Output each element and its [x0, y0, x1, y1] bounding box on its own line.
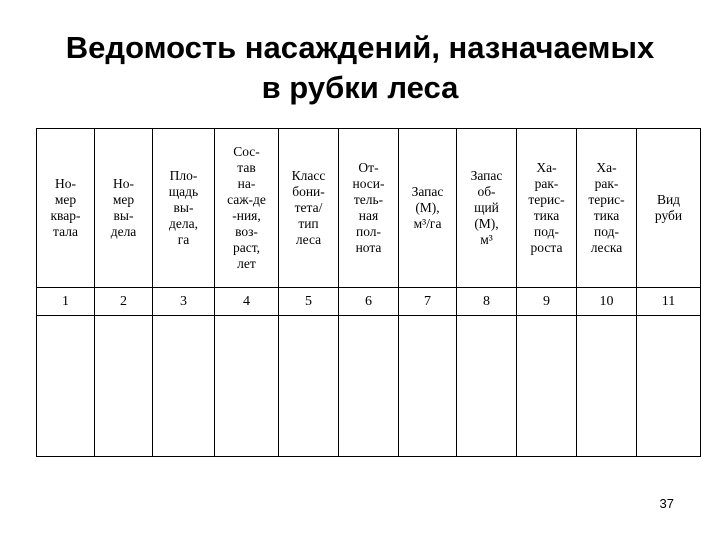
column-number: 11	[637, 288, 701, 316]
empty-cell	[399, 316, 457, 457]
header-undergrowth: Ха- рак- терис- тика под- роста	[517, 129, 577, 288]
page-number: 37	[659, 496, 674, 511]
plantings-table	[36, 128, 701, 457]
empty-cell	[37, 316, 95, 457]
column-number: 9	[517, 288, 577, 316]
column-number: 2	[95, 288, 153, 316]
header-cutting-type: Вид руби	[637, 129, 701, 288]
header-stock-per-ha: Запас (М), м³/га	[399, 129, 457, 288]
header-quarter-number: Но- мер квар- тала	[37, 129, 95, 288]
column-number: 4	[215, 288, 279, 316]
column-number: 5	[279, 288, 339, 316]
empty-cell	[153, 316, 215, 457]
page-title	[0, 28, 720, 108]
column-number: 6	[339, 288, 399, 316]
empty-cell	[279, 316, 339, 457]
header-underbrush: Ха- рак- терис- тика под- леска	[577, 129, 637, 288]
column-number-row	[37, 288, 701, 316]
empty-cell	[215, 316, 279, 457]
header-bonitet-class: Класс бони- тета/ тип леса	[279, 129, 339, 288]
empty-cell	[457, 316, 517, 457]
header-relative-density: От- носи- тель- ная пол- нота	[339, 129, 399, 288]
header-plot-area: Пло- щадь вы- дела, га	[153, 129, 215, 288]
table-empty-row	[37, 316, 701, 457]
column-number: 1	[37, 288, 95, 316]
header-composition-age: Сос- тав на- саж-де -ния, воз- раст, лет	[215, 129, 279, 288]
empty-cell	[517, 316, 577, 457]
empty-cell	[339, 316, 399, 457]
title-line-2: в рубки леса	[261, 70, 459, 105]
column-number: 7	[399, 288, 457, 316]
header-total-stock: Запас об- щий (М), м³	[457, 129, 517, 288]
column-number: 3	[153, 288, 215, 316]
column-number: 8	[457, 288, 517, 316]
empty-cell	[577, 316, 637, 457]
title-line-1: Ведомость насаждений, назначаемых	[65, 30, 655, 65]
table-header-row	[37, 129, 701, 288]
header-plot-number: Но- мер вы- дела	[95, 129, 153, 288]
empty-cell	[637, 316, 701, 457]
empty-cell	[95, 316, 153, 457]
column-number: 10	[577, 288, 637, 316]
